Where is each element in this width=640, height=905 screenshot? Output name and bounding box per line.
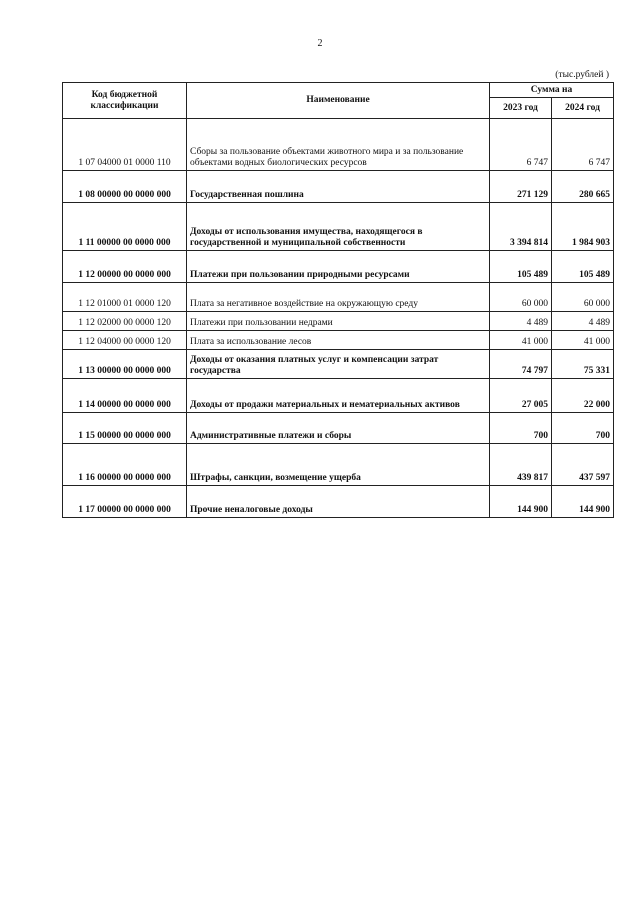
row-name: Плата за негативное воздействие на окружающую среду	[187, 283, 490, 312]
row-value-2024: 41 000	[552, 331, 614, 350]
header-year-2023: 2023 год	[490, 98, 552, 119]
header-year-2024: 2024 год	[552, 98, 614, 119]
row-value-2024: 437 597	[552, 444, 614, 486]
row-value-2024: 144 900	[552, 486, 614, 518]
row-name: Доходы от оказания платных услуг и компенсации затрат государства	[187, 350, 490, 379]
row-value-2023: 6 747	[490, 119, 552, 171]
row-value-2023: 60 000	[490, 283, 552, 312]
row-code: 1 12 00000 00 0000 000	[63, 251, 187, 283]
row-code: 1 12 02000 00 0000 120	[63, 312, 187, 331]
header-code: Код бюджетной классификации	[63, 83, 187, 119]
row-name: Плата за использование лесов	[187, 331, 490, 350]
row-name: Платежи при пользовании недрами	[187, 312, 490, 331]
row-value-2023: 439 817	[490, 444, 552, 486]
row-value-2023: 144 900	[490, 486, 552, 518]
row-code: 1 08 00000 00 0000 000	[63, 171, 187, 203]
row-name: Сборы за пользование объектами животного мира и за пользование объектами водных биологических ресурсов	[187, 119, 490, 171]
row-name: Доходы от использования имущества, находящегося в государственной и муниципальной собственности	[187, 203, 490, 251]
row-code: 1 12 04000 00 0000 120	[63, 331, 187, 350]
row-value-2024: 60 000	[552, 283, 614, 312]
row-value-2024: 6 747	[552, 119, 614, 171]
row-value-2024: 280 665	[552, 171, 614, 203]
row-code: 1 13 00000 00 0000 000	[63, 350, 187, 379]
header-sum: Сумма на	[490, 83, 614, 98]
row-value-2024: 1 984 903	[552, 203, 614, 251]
row-value-2023: 74 797	[490, 350, 552, 379]
row-name: Доходы от продажи материальных и нематериальных активов	[187, 379, 490, 413]
row-value-2023: 27 005	[490, 379, 552, 413]
page-number: 2	[317, 38, 323, 49]
row-name: Прочие неналоговые доходы	[187, 486, 490, 518]
header-name: Наименование	[187, 83, 490, 119]
unit-note: (тыс.рублей )	[555, 70, 609, 80]
budget-table	[62, 82, 614, 518]
row-value-2023: 4 489	[490, 312, 552, 331]
row-value-2024: 105 489	[552, 251, 614, 283]
row-code: 1 12 01000 01 0000 120	[63, 283, 187, 312]
row-code: 1 11 00000 00 0000 000	[63, 203, 187, 251]
row-value-2023: 105 489	[490, 251, 552, 283]
row-code: 1 15 00000 00 0000 000	[63, 413, 187, 444]
row-value-2024: 75 331	[552, 350, 614, 379]
row-code: 1 17 00000 00 0000 000	[63, 486, 187, 518]
row-value-2023: 3 394 814	[490, 203, 552, 251]
row-code: 1 07 04000 01 0000 110	[63, 119, 187, 171]
row-value-2023: 700	[490, 413, 552, 444]
row-name: Штрафы, санкции, возмещение ущерба	[187, 444, 490, 486]
row-value-2023: 271 129	[490, 171, 552, 203]
row-value-2024: 700	[552, 413, 614, 444]
row-value-2024: 4 489	[552, 312, 614, 331]
row-name: Платежи при пользовании природными ресурсами	[187, 251, 490, 283]
row-value-2023: 41 000	[490, 331, 552, 350]
row-value-2024: 22 000	[552, 379, 614, 413]
row-code: 1 14 00000 00 0000 000	[63, 379, 187, 413]
row-name: Административные платежи и сборы	[187, 413, 490, 444]
row-code: 1 16 00000 00 0000 000	[63, 444, 187, 486]
row-name: Государственная пошлина	[187, 171, 490, 203]
